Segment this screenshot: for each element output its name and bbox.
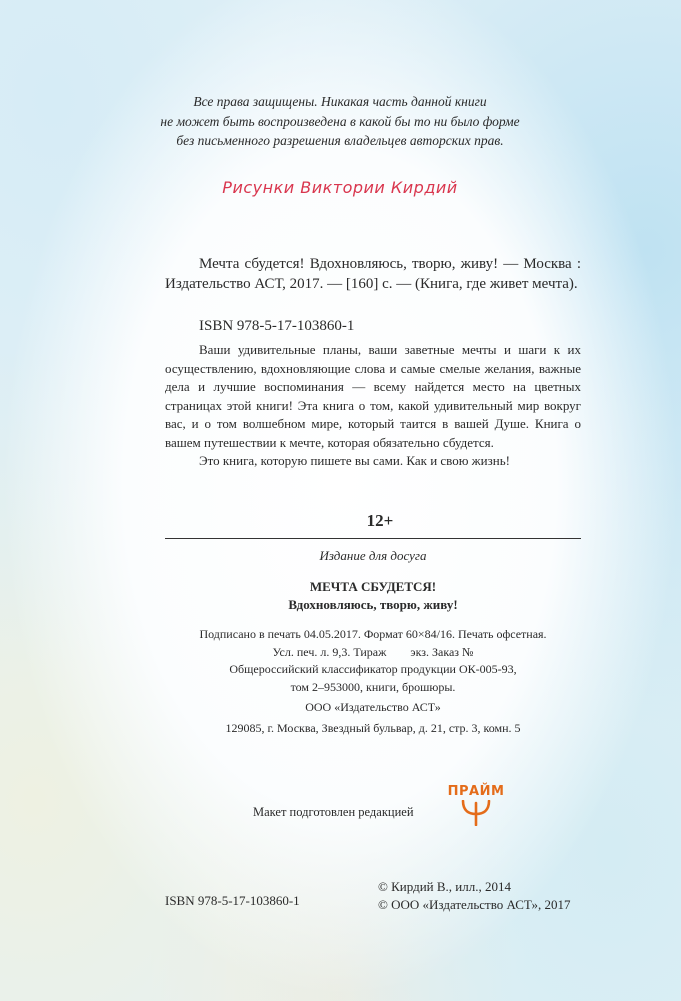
copyright-publisher: © ООО «Издательство АСТ», 2017 [378, 896, 571, 912]
edition-type: Издание для досуга [319, 548, 427, 563]
book-subtitle: Вдохновляюсь, творю, живу! [288, 597, 458, 612]
prime-logo [446, 784, 506, 834]
rights-line-1: Все права защищены. Никакая часть данной книги [193, 94, 487, 109]
imprint-details [165, 626, 581, 737]
rights-line-2: не может быть воспроизведена в какой бы то ни было форме [160, 113, 520, 129]
book-title-block [165, 578, 581, 614]
imprint-line-3: Общероссийский классификатор продукции ОК-005-93, [229, 662, 517, 676]
bibliographic-description: Мечта сбудется! Вдохновляюсь, творю, живу! — Москва : Издательство АСТ, 2017. — [160] с. — (Книга, где живет мечта). [165, 256, 581, 292]
isbn-footer: ISBN 978-5-17-103860-1 [165, 893, 300, 908]
annotation-paragraph-1: Ваши удивительные планы, ваши заветные мечты и шаги к их осуществлению, вдохновляющие слова и самые смелые желания, важные дела и лучшие воспоминания — всему найдется место на цветных страницах этой книги! Эта книга о том, какой удивительный мир вокруг вас, и о том волшебном мире, который таится в вашей Душе. Книга о вашем путешествии к мечте, которая обязательно сбудется. [165, 342, 581, 450]
imprint-line-1: Подписано в печать 04.05.2017. Формат 60×84/16. Печать офсетная. [199, 627, 547, 641]
annotation-paragraph-2: Это книга, которую пишете вы сами. Как и свою жизнь! [199, 453, 510, 468]
age-rating: 12+ [366, 511, 394, 530]
copyright-illustrator: © Кирдий В., илл., 2014 [378, 879, 511, 894]
illustrator-credit: Рисунки Виктории Кирдий [222, 178, 458, 197]
imprint-line-6: 129085, г. Москва, Звездный бульвар, д. 21, стр. 3, комн. 5 [225, 720, 521, 735]
imprint-line-2: Усл. печ. л. 9,3. Тираж экз. Заказ № [272, 644, 474, 659]
book-title: МЕЧТА СБУДЕТСЯ! [309, 579, 437, 594]
isbn-main: ISBN 978-5-17-103860-1 [199, 318, 355, 334]
trident-icon [459, 800, 493, 826]
layout-credit: Макет подготовлен редакцией [253, 805, 414, 819]
prime-logo-text: ПРАЙМ [447, 784, 505, 799]
copyright-notice [150, 92, 530, 151]
annotation [165, 341, 581, 471]
divider-line [165, 538, 581, 539]
copyright-block [378, 878, 571, 913]
imprint-line-5: ООО «Издательство АСТ» [305, 700, 441, 714]
rights-line-3: без письменного разрешения владельцев авторских прав. [176, 133, 504, 148]
imprint-line-4: том 2–953000, книги, брошюры. [290, 679, 456, 694]
